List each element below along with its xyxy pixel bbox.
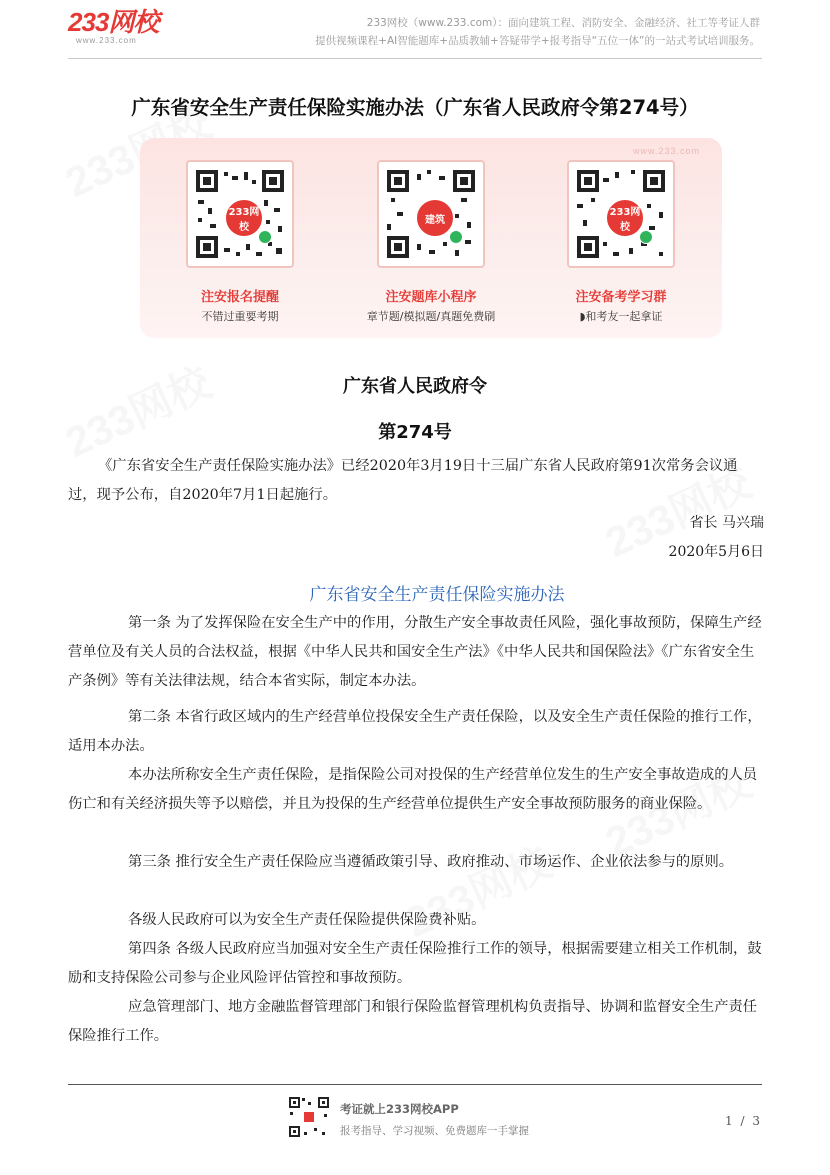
header-desc-line2: 提供视频课程+AI智能题库+品质教辅+答疑带学+报考指导“五位一体”的一站式考试培训服务。 — [315, 35, 760, 47]
qr-badge: 233网校 — [605, 198, 645, 238]
order-issuer: 广东省人民政府令 — [343, 376, 487, 397]
promo-banner — [140, 138, 722, 338]
qr-card-label: 注安备考学习群 — [575, 290, 667, 305]
mini-program-icon — [258, 230, 272, 244]
page-header — [0, 0, 830, 60]
qr-badge: 建筑 — [415, 198, 455, 238]
law-title: 广东省安全生产责任保险实施办法 — [309, 585, 565, 605]
qr-card-label: 注安报名提醒 — [200, 290, 279, 305]
header-description — [315, 14, 760, 50]
law-paragraph: 应急管理部门、地方金融监督管理部门和银行保险监督管理机构负责指导、协调和监督安全生产责任保险推行工作。 — [68, 999, 758, 1044]
header-divider — [68, 58, 762, 59]
law-paragraph: 各级人民政府可以为安全生产责任保险提供保险费补贴。 — [128, 912, 486, 928]
law-paragraph: 本办法所称安全生产责任保险，是指保险公司对投保的生产经营单位发生的生产安全事故造成的人员伤亡和有关经济损失等予以赔偿，并且为投保的生产经营单位提供生产安全事故预防服务的商业保险。 — [68, 767, 758, 812]
footer-title: 考证就上233网校APP — [340, 1102, 459, 1116]
order-date: 2020年5月6日 — [668, 544, 764, 560]
qr-card-sub-text: 和考友一起拿证 — [585, 310, 663, 323]
mini-program-icon — [449, 230, 463, 244]
banner-url: www.233.com — [632, 146, 700, 156]
law-paragraph: 第三条 推行安全生产责任保险应当遵循政策引导、政府推动、市场运作、企业依法参与的原则。 — [128, 854, 734, 870]
law-paragraph: 第四条 各级人民政府应当加强对安全生产责任保险推行工作的领导，根据需要建立相关工作机制，鼓励和支持保险公司参与企业风险评估管控和事故预防。 — [68, 941, 762, 986]
logo-text: 233网校 — [68, 7, 159, 37]
header-desc-line1: 233网校（www.233.com）：面向建筑工程、消防安全、金融经济、社工等考证人群 — [366, 17, 760, 29]
qr-card-label: 注安题库小程序 — [385, 290, 477, 305]
qr-code-icon — [377, 160, 485, 268]
brand-logo[interactable] — [68, 8, 158, 45]
mini-program-icon — [639, 230, 653, 244]
app-qr-code-icon[interactable] — [288, 1096, 330, 1138]
voice-icon: ◗ — [579, 310, 586, 323]
qr-code-icon — [567, 160, 675, 268]
footer-subtitle: 报考指导、学习视频、免费题库一手掌握 — [340, 1125, 529, 1137]
footer-divider — [68, 1084, 762, 1085]
qr-card-sub: 不错过重要考期 — [201, 310, 279, 323]
order-number: 第274号 — [378, 422, 452, 443]
law-paragraph: 第一条 为了发挥保险在安全生产中的作用，分散生产安全事故责任风险，强化事故预防，保障生产经营单位及有关人员的合法权益，根据《中华人民共和国安全生产法》《中华人民共和国保险法》《广东省安全生产条例》等有关法律法规，结合本省实际，制定本办法。 — [68, 615, 762, 689]
qr-badge: 233网校 — [224, 198, 264, 238]
document-title: 广东省安全生产责任保险实施办法（广东省人民政府令第274号） — [131, 96, 699, 119]
order-intro: 《广东省安全生产责任保险实施办法》已经2020年3月19日十三届广东省人民政府第91次常务会议通过，现予公布，自2020年7月1日起施行。 — [68, 458, 738, 503]
logo-url: www.233.com — [76, 36, 137, 45]
qr-card-registration[interactable] — [160, 160, 320, 324]
qr-card-study-group[interactable] — [541, 160, 701, 324]
law-paragraph: 第二条 本省行政区域内的生产经营单位投保安全生产责任保险，以及安全生产责任保险的推行工作，适用本办法。 — [68, 709, 762, 754]
qr-card-sub — [541, 308, 701, 324]
qr-card-question-bank[interactable] — [351, 160, 511, 324]
qr-code-icon — [186, 160, 294, 268]
qr-card-sub: 章节题/模拟题/真题免费刷 — [366, 310, 496, 323]
page-number: 1 / 3 — [725, 1114, 762, 1128]
order-signer: 省长 马兴瑞 — [689, 515, 764, 531]
